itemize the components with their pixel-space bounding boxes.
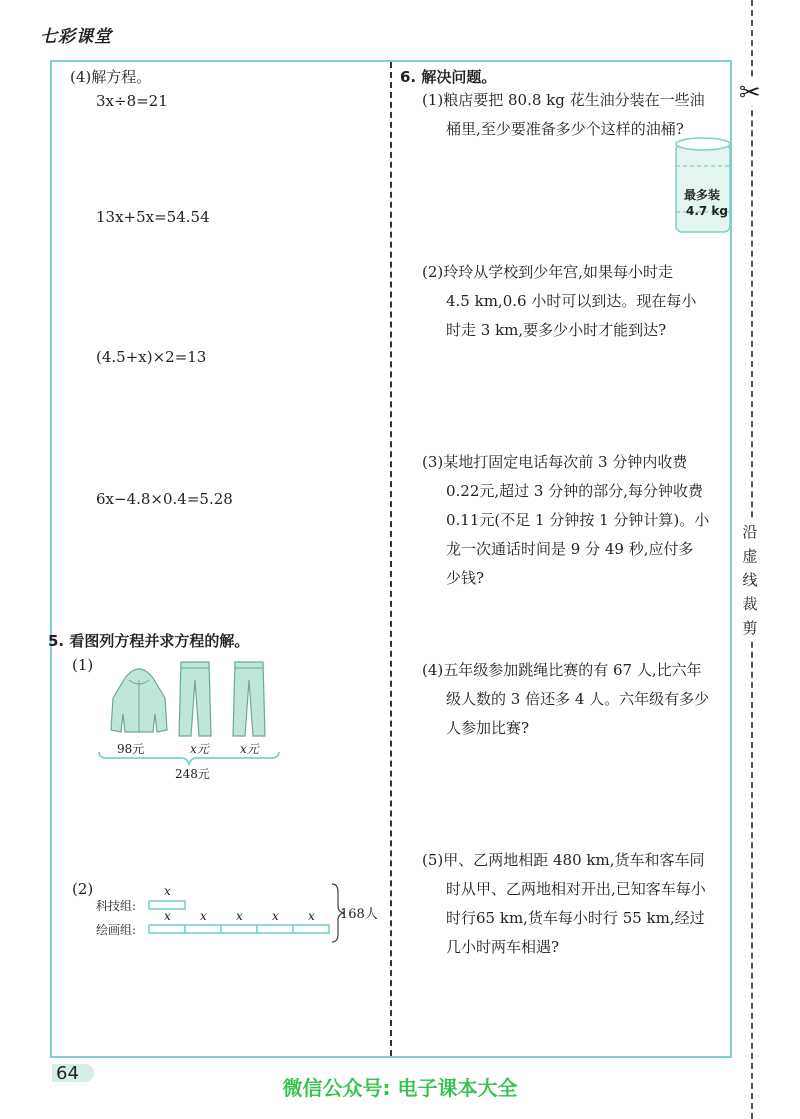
column-divider — [390, 62, 392, 1056]
art-segments — [149, 925, 329, 933]
problem-3-line: 0.11元(不足 1 分钟按 1 分钟计算)。小 — [446, 511, 710, 529]
problem-2-line: (2)玲玲从学校到少年宫,如果每小时走 — [422, 263, 674, 281]
row-label-tech: 科技组: — [96, 899, 137, 913]
problem-3-line: 少钱? — [446, 569, 485, 587]
problem-3 — [422, 448, 709, 593]
problem-2-line: 时走 3 km,要多少小时才能到达? — [446, 321, 667, 339]
problem-5-line: 时行65 km,货车每小时行 55 km,经过 — [446, 909, 705, 927]
problem-5-line: (5)甲、乙两地相距 480 km,货车和客车同 — [422, 851, 705, 869]
page-number: 64 — [56, 1063, 79, 1084]
equation-1: 3x÷8=21 — [96, 92, 168, 110]
pants-price: x元 — [240, 742, 259, 756]
total-price: 248元 — [175, 767, 210, 781]
problem-4-line: 级人数的 3 倍还多 4 人。六年级有多少 — [446, 690, 710, 708]
problem-3-line: 龙一次通话时间是 9 分 49 秒,应付多 — [446, 540, 694, 558]
problem-5 — [422, 846, 706, 962]
var-x: x — [200, 909, 207, 923]
equation-2: 13x+5x=54.54 — [96, 208, 210, 226]
problem-4 — [422, 656, 709, 743]
jacket-price: 98元 — [117, 742, 145, 756]
pants-price: x元 — [190, 742, 209, 756]
problem-4-line: (4)五年级参加跳绳比赛的有 67 人,比六年 — [422, 661, 702, 679]
var-x: x — [236, 909, 243, 923]
problem-2-line: 4.5 km,0.6 小时可以到达。现在每小 — [446, 292, 697, 310]
problem-1 — [422, 86, 705, 144]
var-x: x — [308, 909, 315, 923]
var-x: x — [164, 884, 171, 898]
problem-2 — [422, 258, 696, 345]
problem-5-line: 几小时两车相遇? — [446, 938, 560, 956]
equation-3: (4.5+x)×2=13 — [96, 348, 207, 366]
cut-hint-char: 沿 — [742, 523, 758, 541]
cut-hint-char: 虚 — [742, 547, 758, 565]
cut-hint — [738, 520, 762, 640]
var-x: x — [272, 909, 279, 923]
tech-segment — [149, 901, 185, 909]
problem-3-line: (3)某地打固定电话每次前 3 分钟内收费 — [422, 453, 688, 471]
barrel-capacity: 4.7 kg — [686, 204, 729, 218]
row-label-art: 绘画组: — [96, 923, 137, 937]
q5-1-label: (1) — [72, 656, 94, 674]
total-people: 168人 — [340, 907, 378, 922]
watermark-text: 微信公众号: 电子课本大全 — [282, 1076, 518, 1100]
q5-title: 5. 看图列方程并求方程的解。 — [48, 632, 250, 650]
problem-1-line: 桶里,至少要准备多少个这样的油桶? — [446, 120, 684, 138]
cut-hint-char: 剪 — [742, 619, 758, 637]
cut-hint-char: 线 — [742, 571, 758, 589]
problem-1-line: (1)粮店要把 80.8 kg 花生油分装在一些油 — [422, 91, 705, 109]
pants-icon — [233, 662, 265, 736]
equation-4: 6x−4.8×0.4=5.28 — [96, 490, 233, 508]
var-x: x — [164, 909, 171, 923]
pants-icon — [179, 662, 211, 736]
segment-diagram — [148, 882, 348, 944]
q4-label: (4)解方程。 — [70, 68, 152, 86]
problem-5-line: 时从甲、乙两地相对开出,已知客车每小 — [446, 880, 706, 898]
barrel-label: 最多装 — [684, 188, 721, 202]
jacket-icon — [111, 669, 167, 732]
q5-2-label: (2) — [72, 880, 94, 898]
problem-4-line: 人参加比赛? — [446, 719, 530, 737]
scissors-icon: ✂ — [739, 78, 761, 108]
brand-logo: 七彩课堂 — [40, 27, 112, 47]
problem-3-line: 0.22元,超过 3 分钟的部分,每分钟收费 — [446, 482, 704, 500]
q6-title: 6. 解决问题。 — [400, 68, 497, 86]
cut-hint-char: 裁 — [742, 595, 758, 613]
